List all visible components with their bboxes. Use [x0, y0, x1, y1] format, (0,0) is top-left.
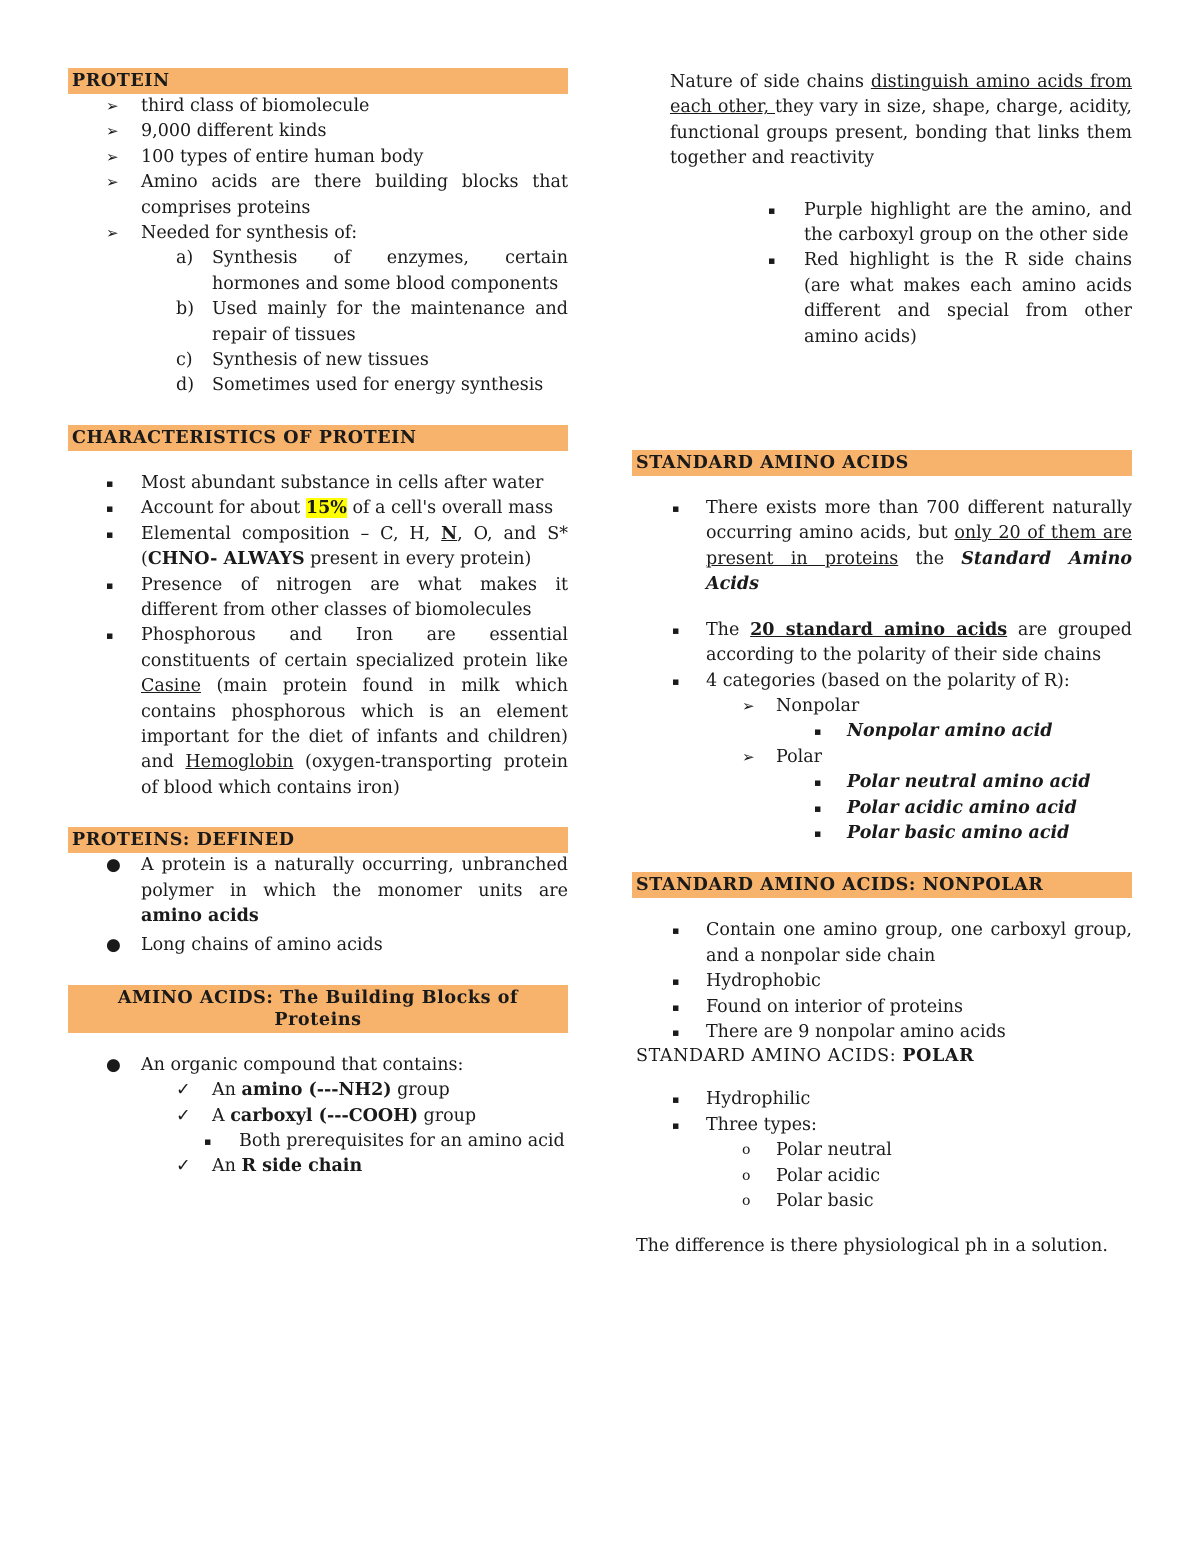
square-bullet-icon: ▪ [672, 924, 680, 938]
list-item: ➢ third class of biomolecule [68, 94, 568, 119]
list-item: ▪ Phosphorous and Iron are essential constituents of certain specialized protein like Casine (main protein found in milk which contains phosphorous which is an element important for the diet of infants and children) and Hemoglobin (oxygen-transporting protein of blood which contains iron) [106, 625, 568, 798]
section-header-nonpolar: STANDARD AMINO ACIDS: NONPOLAR [632, 872, 1132, 898]
list-item: ● An organic compound that contains: [68, 1053, 568, 1078]
check-icon: ✓ [176, 1156, 191, 1177]
list-item: o Polar neutral [632, 1138, 1132, 1163]
circle-bullet-icon: o [742, 1193, 751, 1209]
list-item: ➢ Amino acids are there building blocks that comprises proteins [106, 172, 568, 218]
square-bullet-icon: ▪ [106, 476, 114, 490]
list-item: c) Synthesis of new tissues [176, 350, 429, 371]
arrow-bullet-icon: ➢ [742, 747, 755, 766]
left-column [68, 68, 568, 1180]
square-bullet-icon: ▪ [672, 975, 680, 989]
section-header-protein: PROTEIN [68, 68, 568, 94]
list-item: o Polar basic [632, 1189, 1132, 1214]
list-item: ▪ Three types: [632, 1113, 1132, 1138]
nature-paragraph: Nature of side chains distinguish amino acids from each other, they vary in size, shape, charge, acidity, functional groups present, bonding that links them together and reactivity [670, 72, 1132, 169]
list-item: ● Long chains of amino acids [68, 933, 568, 958]
list-item: ✓ An R side chain [68, 1154, 568, 1179]
dot-bullet-icon: ● [106, 935, 121, 956]
dot-bullet-icon: ● [106, 1054, 121, 1075]
arrow-bullet-icon: ➢ [106, 97, 119, 115]
square-bullet-icon: ▪ [672, 1000, 680, 1014]
list-item: ▪ There exists more than 700 different naturally occurring amino acids, but only 20 of them are present in proteins the Standard Amino Acids [672, 498, 1132, 595]
list-item: ▪ Purple highlight are the amino, and the carboxyl group on the other side [768, 199, 1132, 246]
section-header-amino-acids: AMINO ACIDS: The Building Blocks of Proteins [68, 985, 568, 1033]
square-bullet-icon: ▪ [672, 674, 680, 688]
list-item: ▪ Polar basic amino acid [632, 821, 1132, 846]
square-bullet-icon: ▪ [814, 725, 822, 739]
list-item: ▪ Hydrophilic [632, 1087, 1132, 1112]
arrow-bullet-icon: ➢ [106, 173, 119, 192]
list-item: ➢ 9,000 different kinds [68, 119, 568, 144]
square-bullet-icon: ▪ [672, 1118, 680, 1132]
list-item: ▪ Both prerequisites for an amino acid [68, 1129, 568, 1154]
square-bullet-icon: ▪ [814, 776, 822, 790]
square-bullet-icon: ▪ [672, 623, 680, 637]
list-item: ▪ Polar neutral amino acid [632, 770, 1132, 795]
square-bullet-icon: ▪ [672, 1093, 680, 1107]
list-item: ▪ Found on interior of proteins [632, 995, 1132, 1020]
list-item: b) Used mainly for the maintenance and repair of tissues [176, 299, 568, 345]
list-item: ▪ Nonpolar amino acid [632, 719, 1132, 744]
list-item: ➢ Nonpolar [632, 694, 1132, 719]
square-bullet-icon: ▪ [672, 1025, 680, 1039]
section-header-defined: PROTEINS: DEFINED [68, 827, 568, 853]
circle-bullet-icon: o [742, 1167, 751, 1184]
list-item: ▪ Contain one amino group, one carboxyl group, and a nonpolar side chain [672, 920, 1132, 966]
arrow-bullet-icon: ➢ [106, 224, 119, 243]
list-item: ▪ There are 9 nonpolar amino acids [632, 1020, 1132, 1045]
square-bullet-icon: ▪ [672, 502, 680, 516]
list-item: a) Synthesis of enzymes, certain hormones and some blood components [176, 248, 568, 294]
list-item: ➢ Polar [632, 745, 1132, 770]
check-icon: ✓ [176, 1105, 191, 1126]
list-item: ➢ Needed for synthesis of: [68, 221, 568, 246]
list-item: ▪ Presence of nitrogen are what makes it different from other classes of biomolecules [106, 574, 568, 620]
right-column [632, 70, 1132, 1260]
section-header-standard: STANDARD AMINO ACIDS [632, 450, 1132, 476]
square-bullet-icon: ▪ [106, 578, 114, 592]
arrow-bullet-icon: ➢ [742, 696, 755, 715]
list-item: ▪ Hydrophobic [632, 969, 1132, 994]
closing-paragraph: The difference is there physiological ph in a solution. [636, 1236, 1108, 1257]
square-bullet-icon: ▪ [768, 203, 776, 217]
list-item: d) Sometimes used for energy synthesis [176, 375, 544, 396]
square-bullet-icon: ▪ [106, 629, 114, 643]
list-item: ▪ Polar acidic amino acid [632, 796, 1132, 821]
arrow-bullet-icon: ➢ [106, 147, 119, 166]
check-icon: ✓ [176, 1080, 191, 1101]
list-item: ✓ A carboxyl (---COOH) group [68, 1104, 568, 1129]
list-item: ▪ Account for about 15% of a cell's overall mass [68, 496, 568, 521]
square-bullet-icon: ▪ [106, 527, 114, 541]
list-item: ▪ Most abundant substance in cells after water [68, 471, 568, 496]
section-header-characteristics: CHARACTERISTICS OF PROTEIN [68, 425, 568, 451]
circle-bullet-icon: o [742, 1142, 751, 1159]
square-bullet-icon: ▪ [814, 801, 822, 815]
list-item: ● A protein is a naturally occurring, unbranched polymer in which the monomer units are amino acids [106, 855, 568, 926]
square-bullet-icon: ▪ [204, 1135, 212, 1148]
list-item: ✓ An amino (---NH2) group [68, 1078, 568, 1103]
highlighted-percentage: 15% [305, 498, 347, 519]
square-bullet-icon: ▪ [106, 502, 114, 516]
list-item: ▪ Elemental composition – C, H, N, O, and S* (CHNO- ALWAYS present in every protein) [106, 523, 569, 570]
arrow-bullet-icon: ➢ [106, 122, 119, 141]
square-bullet-icon: ▪ [768, 254, 776, 268]
square-bullet-icon: ▪ [814, 826, 822, 840]
list-item: o Polar acidic [632, 1164, 1132, 1189]
list-item: ▪ The 20 standard amino acids are grouped according to the polarity of their side chains [672, 619, 1132, 666]
dot-bullet-icon: ● [106, 855, 121, 876]
list-item: ➢ 100 types of entire human body [68, 145, 568, 170]
list-item: ▪ 4 categories (based on the polarity of R): [632, 669, 1132, 694]
section-header-polar: STANDARD AMINO ACIDS: POLAR [636, 1046, 975, 1067]
list-item: ▪ Red highlight is the R side chains (are what makes each amino acids different and special from other amino acids) [768, 250, 1132, 347]
